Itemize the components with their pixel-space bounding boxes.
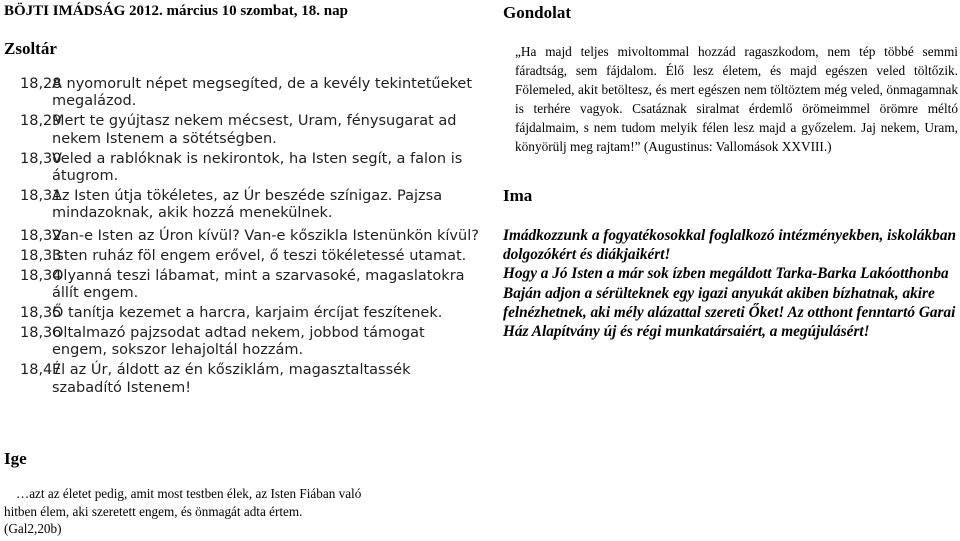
verse-number: 18,34: [20, 267, 62, 284]
prayer-paragraph: Hogy a Jó Isten a már sok ízben megáldott Tarka-Barka Lakóotthonba Baján adjon a sérülteknek egy igazi anyukát akiben bízhatnak, akire felnézhetnek, aki mély alázattal szereti Őket! Az otthont fenntartó Garai Ház Alapítvány új és régi munkatársaiért, a megújulásért!: [503, 265, 956, 341]
verse-number: 18,35: [20, 304, 62, 321]
page-title: BÖJTI IMÁDSÁG 2012. március 10 szombat, 18. nap: [4, 3, 348, 19]
reading-line: …azt az életet pedig, amit most testben élek, az Isten Fiában való: [16, 486, 362, 501]
reading-heading: Ige: [4, 449, 27, 468]
prayer-heading: Ima: [503, 186, 533, 205]
verse-number: 18,32: [20, 227, 62, 244]
verse-text: Veled a rablóknak is nekirontok, ha Isten segít, a falon is átugrom.: [52, 150, 463, 185]
list-item: [20, 362, 480, 397]
verse-text: Isten ruház föl engem erővel, ő teszi tökéletessé utamat.: [52, 247, 467, 264]
prayer-text: [503, 226, 958, 341]
list-item: [20, 305, 480, 322]
thought-paragraph: „Ha majd teljes mivoltommal hozzád ragaszkodom, nem tép többé semmi fáradtság, sem fájdalom. Élő lesz életem, és majd egészen veled töltőzik. Fölemeled, akit betöltesz, és mert egészen nem töltöztem még veled, önmagamnak is terhére vagyok. Csatáznak siralmat érdemlő örömeimmel örömre méltó fájdalmaim, s nem tudom melyik félen lesz majd a győzelem. Jaj nekem, Uram, könyörülj meg rajtam!” (Augustinus: Vallomások XXVIII.): [515, 44, 958, 154]
verse-text: Oltalmazó pajzsodat adtad nekem, jobbod támogat engem, sokszor lehajoltál hozzám.: [52, 324, 425, 359]
thought-heading: Gondolat: [503, 3, 572, 22]
list-item: [20, 151, 480, 186]
list-item: [20, 248, 480, 265]
verse-text: Ő tanítja kezemet a harcra, karjaim ércíjat feszítenek.: [52, 304, 443, 321]
list-item: [20, 325, 480, 360]
verse-text: Él az Úr, áldott az én kősziklám, magasztaltassék szabadító Istenem!: [52, 362, 411, 396]
verse-number: 18,30: [20, 150, 62, 167]
verse-number: 18,36: [20, 324, 62, 341]
verse-number: 18,29: [20, 113, 62, 130]
verse-text: Az Isten útja tökéletes, az Úr beszéde színigaz. Pajzsa mindazoknak, akik hozzá menekülnek.: [52, 187, 443, 222]
verse-text: Mert te gyújtasz nekem mécsest, Uram, fénysugarat ad nekem Istenem a sötétségben.: [52, 113, 457, 147]
verse-text: Olyanná teszi lábamat, mint a szarvasoké, magaslatokra állít engem.: [52, 267, 465, 301]
verse-number: 18,31: [20, 187, 62, 204]
list-item: [20, 268, 480, 303]
psalm-verse-list: [20, 76, 480, 399]
list-item: [20, 228, 480, 245]
reading-line: hitben élem, aki szeretett engem, és önmagát adta értem.: [4, 503, 303, 519]
list-item: [20, 188, 480, 223]
thought-text: [503, 42, 958, 156]
list-item: [20, 76, 480, 111]
list-item: [20, 113, 480, 148]
prayer-paragraph: Imádkozzunk a fogyatékosokkal foglalkozó intézményekben, iskolákban dolgozókért és diákjaikért!: [503, 227, 956, 264]
verse-number: 18,47: [20, 362, 62, 379]
reading-reference: (Gal2,20b): [4, 521, 62, 536]
psalm-heading: Zsoltár: [4, 39, 57, 58]
verse-number: 18,33: [20, 247, 62, 264]
verse-text: Van-e Isten az Úron kívül? Van-e kőszikla Istenünkön kívül?: [52, 227, 479, 244]
reading-text: [4, 485, 424, 538]
verse-number: 18,28: [20, 76, 62, 92]
verse-text: A nyomorult népet megsegíted, de a kevély tekintetűeket megalázod.: [52, 76, 473, 110]
